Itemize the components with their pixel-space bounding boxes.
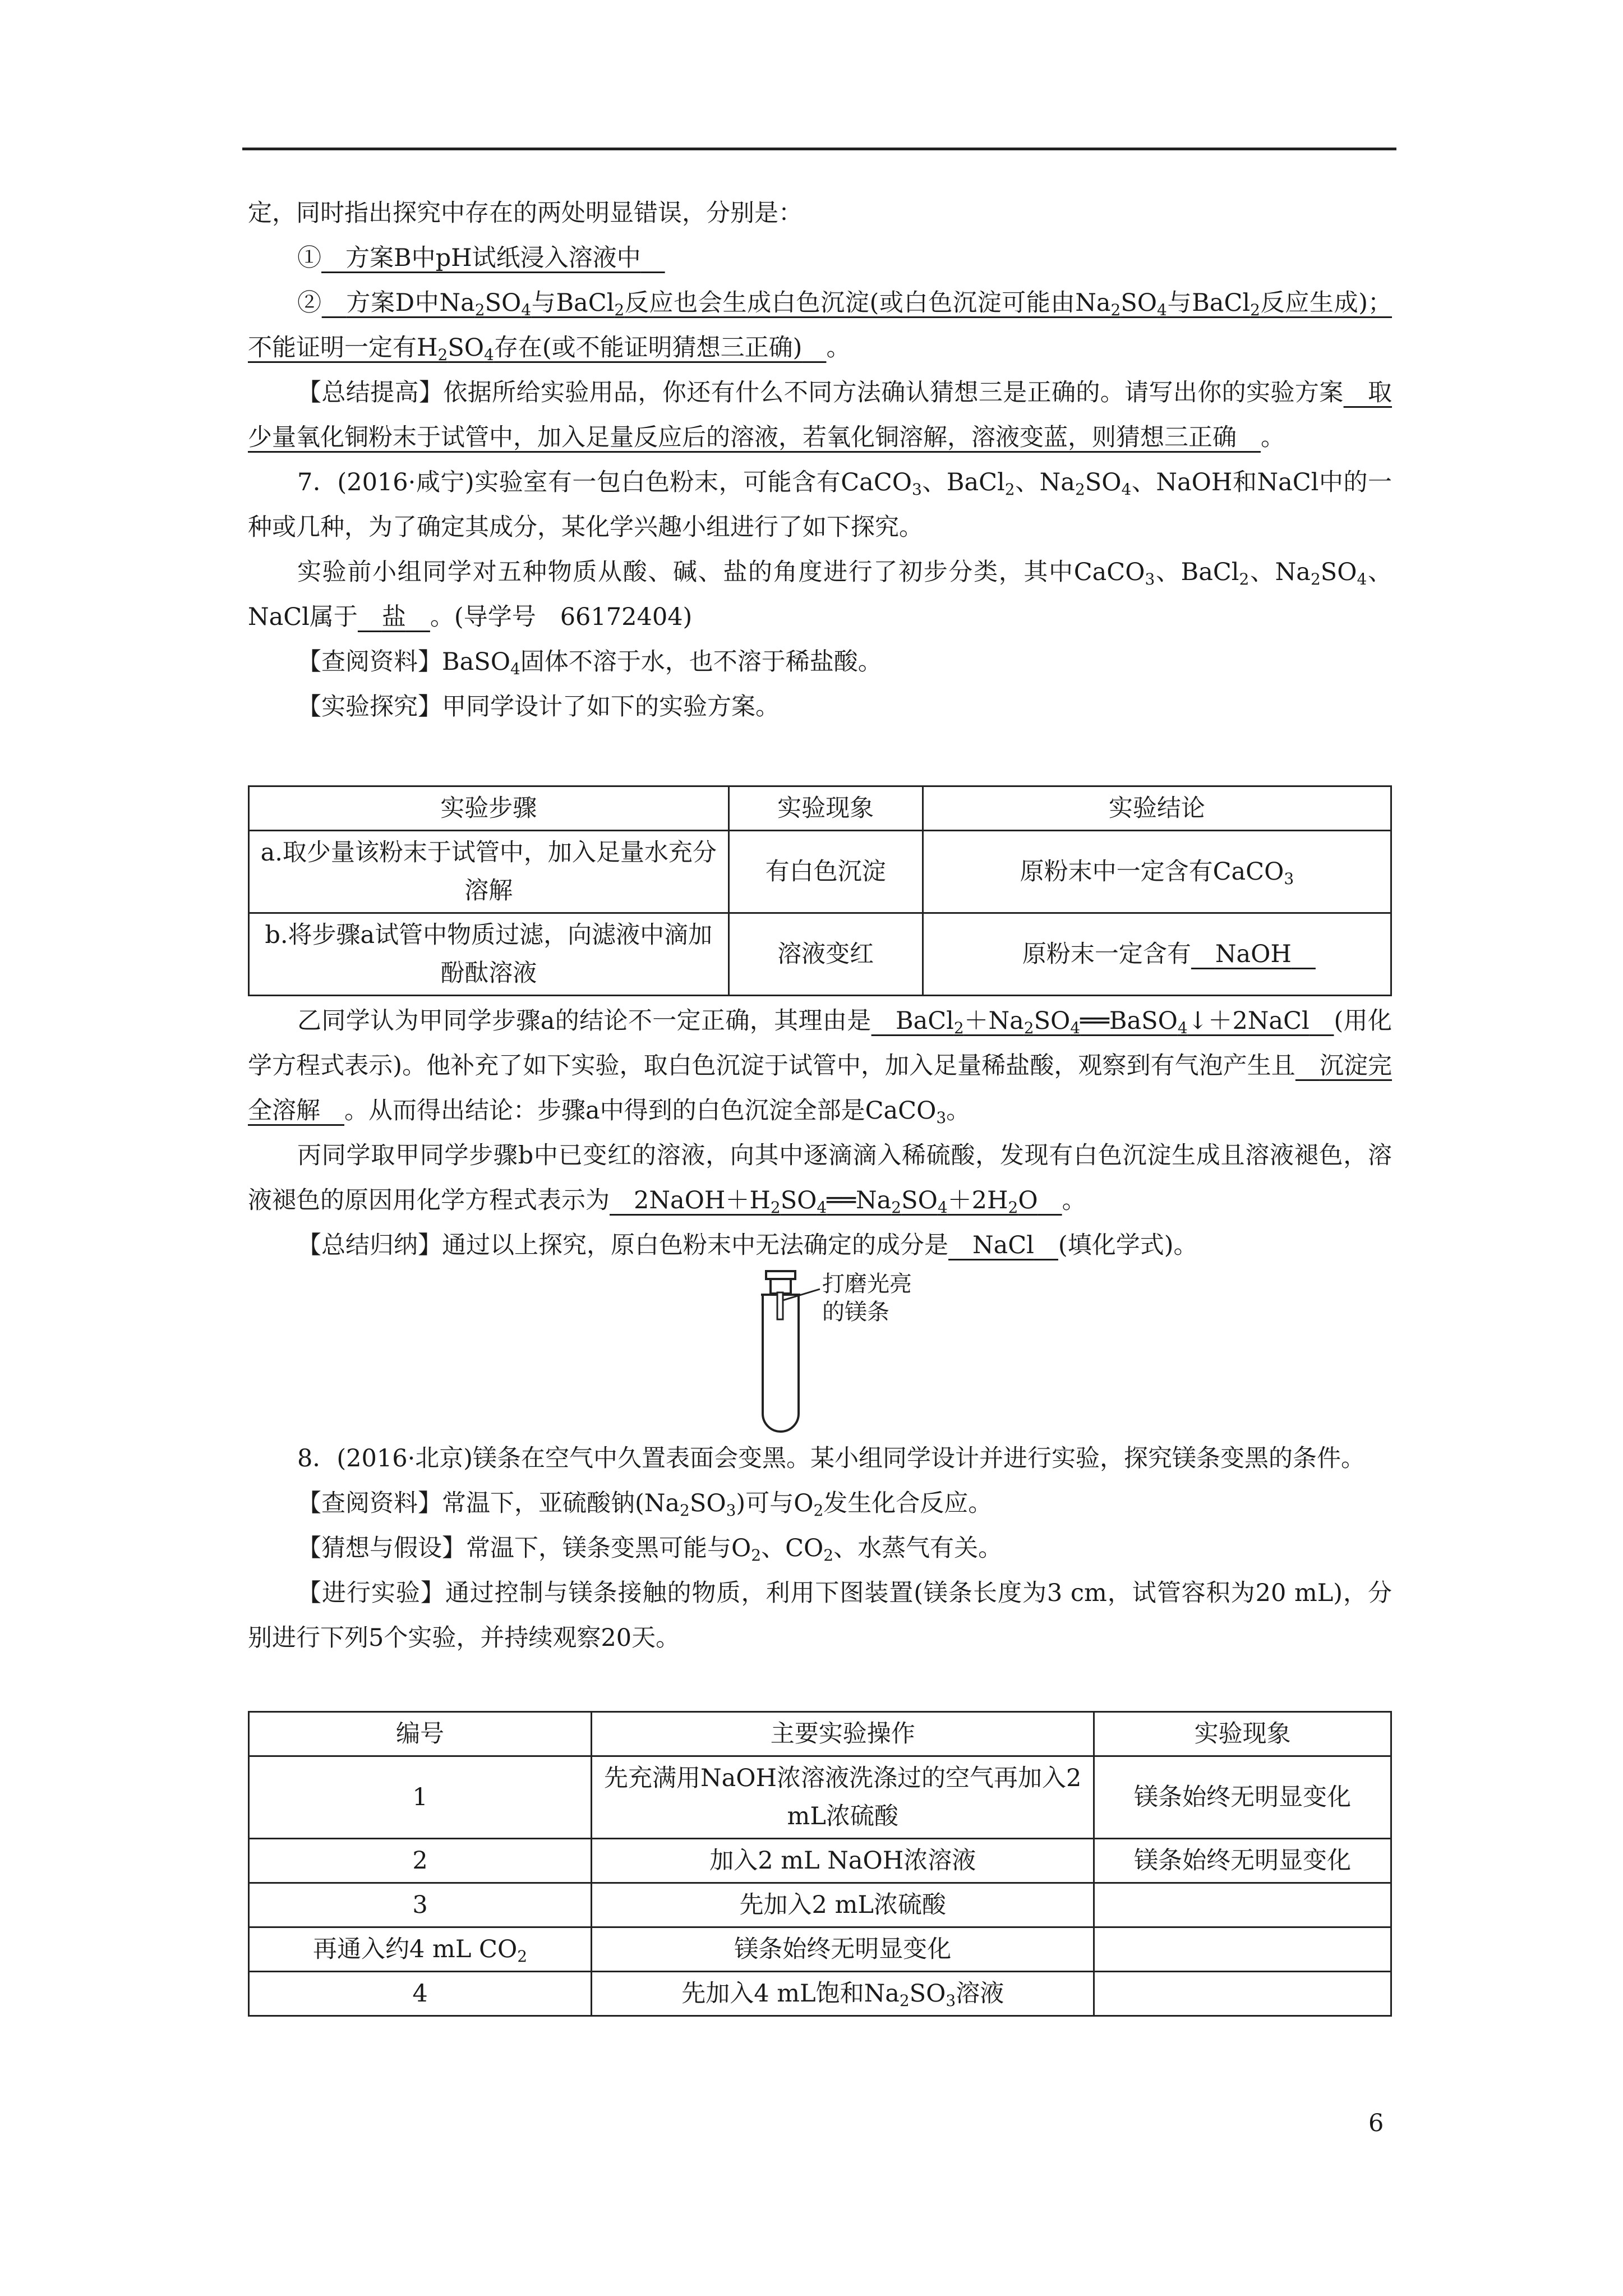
table-cell: 再通入约4 mL $CO_2$ [249,1927,592,1972]
answer-blank: $2NaOH+H_2SO_4══Na_2SO_4+2H_2O$ [634,1186,1038,1217]
table-cell: 3 [249,1883,592,1927]
summary-paragraph: 【总结提高】依据所给实验用品，你还有什么不同方法确认猜想三是正确的。请写出你的实验方案 取少量氧化铜粉末于试管中，加入足量反应后的溶液，若氧化铜溶解，溶液变蓝，则猜想三正确 。 [248,379,1393,452]
summary-conclusion: 【总结归纳】通过以上探究，原白色粉末中无法确定的成分是 NaCl (填化学式)。 [297,1231,1198,1259]
table-cell: b.将步骤a试管中物质过滤，向滤液中滴加酚酞溶液 [249,913,729,996]
question-8-reference: 【查阅资料】常温下，亚硫酸钠$(Na_2SO_3)$可与$O_2$发生化合反应。 [297,1489,993,1520]
question-7-classify: 实验前小组同学对五种物质从酸、碱、盐的角度进行了初步分类，其中CaCO$_3$、BaCl$_2$、$Na_2SO_4$、NaCl属于 盐 。(导学号 66172404) [248,558,1392,631]
yi-paragraph: 乙同学认为甲同学步骤a的结论不一定正确，其理由是 $BaCl_2+Na_2SO_4══BaSO_4↓+2NaCl$ (用化学方程式表示)。他补充了如下实验，取白色沉淀于试管中，加入足量稀盐酸，观察到有气泡产生且 沉淀完全溶解 。从而得出结论：步骤a中得到的白色沉淀全部是CaCO$_3$。 [248,1007,1393,1127]
table-cell: 溶液变红 [728,913,923,996]
answer-blank: $BaCl_2+Na_2SO_4══BaSO_4↓+2NaCl$ [896,1007,1310,1037]
table-row [249,1756,1391,1839]
table-cell: 2 [249,1839,592,1883]
answer-blank: NaCl [972,1231,1034,1259]
answer-blank: 方案D中$Na_2SO_4$与BaCl$_2$反应也会生成白色沉淀(或白色沉淀可能由$Na_2SO_4$与BaCl$_2$反应生成)；不能证明一定有$H_2SO_4$存在(或不能证明猜想三正确) [248,289,1393,364]
table-header: 实验结论 [923,786,1391,831]
table-cell [1094,1927,1391,1972]
table-row [249,913,1391,996]
table-row [249,1927,1391,1972]
question-7-experiment: 【实验探究】甲同学设计了如下的实验方案。 [297,693,780,721]
table-cell: 镁条始终无明显变化 [1094,1756,1391,1839]
test-tube-diagram [248,1268,1392,1436]
table-header-row [249,1712,1391,1756]
table-cell: 有白色沉淀 [728,831,923,913]
table-cell: 加入2 mL NaOH浓溶液 [592,1839,1094,1883]
table-cell: 4 [249,1972,592,2016]
intro-paragraph: 定，同时指出探究中存在的两处明显错误，分别是： [248,199,803,227]
answer-blank: NaOH [1215,940,1292,968]
magnesium-strip [777,1292,783,1319]
table-cell [1094,1883,1391,1927]
table-cell: 原粉末中一定含有CaCO$_3$ [923,831,1391,913]
table-row [249,1839,1391,1883]
experiment-table-1 [248,785,1392,996]
answer-blank: 取少量氧化铜粉末于试管中，加入足量反应后的溶液，若氧化铜溶解，溶液变蓝，则猜想三正确 [248,379,1393,452]
page-body [248,191,1392,2017]
table-cell [1094,1972,1391,2016]
table-header: 主要实验操作 [592,1712,1094,1756]
question-8-hypothesis: 【猜想与假设】常温下，镁条变黑可能与$O_2$、$CO_2$、水蒸气有关。 [297,1534,1003,1565]
table-header: 编号 [249,1712,592,1756]
table-row [249,831,1391,913]
page-number: 6 [1368,2109,1384,2137]
table-cell: 镁条始终无明显变化 [592,1927,1094,1972]
table-cell: 原粉末一定含有 NaOH [923,913,1391,996]
question-7-stem: 7．(2016·咸宁)实验室有一包白色粉末，可能含有CaCO$_3$、BaCl$_2$、$Na_2SO_4$、NaOH和NaCl中的一种或几种，为了确定其成分，某化学兴趣小组进行了如下探究。 [248,468,1393,541]
question-8-procedure: 【进行实验】通过控制与镁条接触的物质，利用下图装置(镁条长度为3 cm，试管容积为20 mL)，分别进行下列5个实验，并持续观察20天。 [248,1579,1392,1652]
answer-blank: 盐 [381,603,406,631]
question-8-stem: 8．(2016·北京)镁条在空气中久置表面会变黑。某小组同学设计并进行实验，探究镁条变黑的条件。 [297,1444,1366,1473]
experiment-table-2 [248,1711,1392,2017]
table-row [249,1972,1391,2016]
table-cell: 镁条始终无明显变化 [1094,1839,1391,1883]
error-2: ② 方案D中$Na_2SO_4$与BaCl$_2$反应也会生成白色沉淀(或白色沉淀可能由$Na_2SO_4$与BaCl$_2$反应生成)；不能证明一定有$H_2SO_4$存在(或不能证明猜想三正确) 。 [248,289,1393,364]
table-cell: 1 [249,1756,592,1839]
table-header: 实验现象 [1094,1712,1391,1756]
header-rule [242,148,1396,150]
error-1: ① 方案B中pH试纸浸入溶液中 [248,236,1392,280]
table-cell: a.取少量该粉末于试管中，加入足量水充分溶解 [249,831,729,913]
table-header: 实验步骤 [249,786,729,831]
figure-label: 打磨光亮 [822,1271,912,1297]
answer-blank: 沉淀完全溶解 [248,1052,1393,1125]
table-row [249,1883,1391,1927]
table-cell: 先充满用NaOH浓溶液洗涤过的空气再加入2 mL浓硫酸 [592,1756,1094,1839]
question-7-reference: 【查阅资料】BaSO$_4$固体不溶于水，也不溶于稀盐酸。 [297,648,882,678]
stopper [771,1279,791,1294]
stopper-cap [766,1271,795,1279]
table-header-row [249,786,1391,831]
answer-blank: 方案B中pH试纸浸入溶液中 [345,244,641,272]
table-cell: 先加入4 mL饱和$Na_2SO_3$溶液 [592,1972,1094,2016]
test-tube-figure [248,1268,1392,1436]
figure-label: 的镁条 [822,1299,889,1325]
table-cell: 先加入2 mL浓硫酸 [592,1883,1094,1927]
bing-paragraph: 丙同学取甲同学步骤b中已变红的溶液，向其中逐滴滴入稀硫酸，发现有白色沉淀生成且溶液褪色，溶液褪色的原因用化学方程式表示为 $2NaOH+H_2SO_4══Na_2SO_4+2H_2O$ 。 [248,1142,1392,1217]
table-header: 实验现象 [728,786,923,831]
